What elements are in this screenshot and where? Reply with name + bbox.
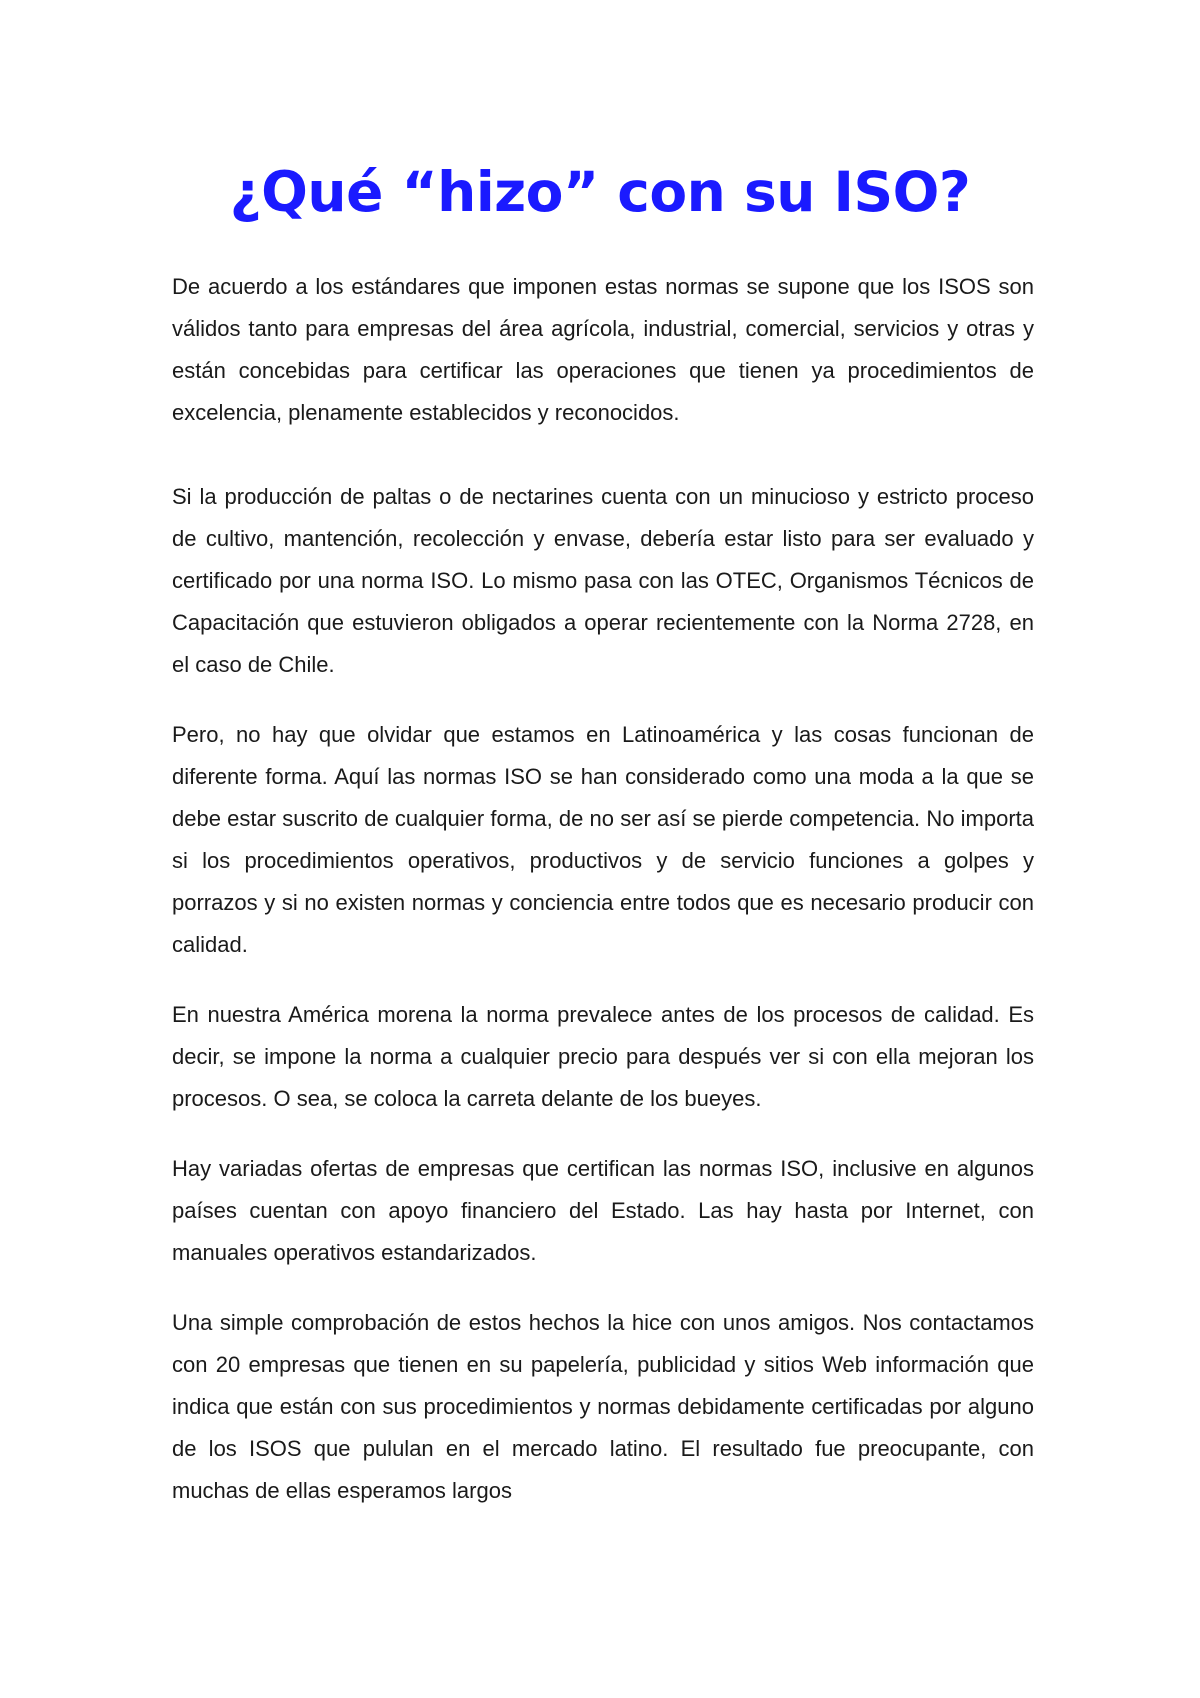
paragraph-6: Una simple comprobación de estos hechos la hice con unos amigos. Nos contactamos con 20 empresas que tienen en su papelería, publicidad y sitios Web información que indica que están con sus procedimientos y normas debidamente certificadas por alguno de los ISOS que pululan en el mercado latino. El resultado fue preocupante, con muchas de ellas esperamos largos [172, 1310, 1034, 1503]
paragraph-1: De acuerdo a los estándares que imponen estas normas se supone que los ISOS son válidos tanto para empresas del área agrícola, industrial, comercial, servicios y otras y están concebidas para certificar las operaciones que tienen ya procedimientos de excelencia, plenamente establecidos y reconocidos. [172, 274, 1034, 425]
paragraph-2: Si la producción de paltas o de nectarines cuenta con un minucioso y estricto proceso de cultivo, mantención, recolección y envase, debería estar listo para ser evaluado y certificado por una norma ISO. Lo mismo pasa con las OTEC, Organismos Técnicos de Capacitación que estuvieron obligados a operar recientemente con la Norma 2728, en el caso de Chile. [172, 484, 1034, 677]
document-body [172, 266, 1034, 1540]
paragraph-4: En nuestra América morena la norma prevalece antes de los procesos de calidad. Es decir, se impone la norma a cualquier precio para después ver si con ella mejoran los procesos. O sea, se coloca la carreta delante de los bueyes. [172, 1002, 1034, 1111]
paragraph-3: Pero, no hay que olvidar que estamos en Latinoamérica y las cosas funcionan de diferente forma. Aquí las normas ISO se han considerado como una moda a la que se debe estar suscrito de cualquier forma, de no ser así se pierde competencia. No importa si los procedimientos operativos, productivos y de servicio funciones a golpes y porrazos y si no existen normas y conciencia entre todos que es necesario producir con calidad. [172, 722, 1034, 957]
document-title: ¿Qué “hizo” con su ISO? [229, 160, 971, 224]
paragraph-5: Hay variadas ofertas de empresas que certifican las normas ISO, inclusive en algunos países cuentan con apoyo financiero del Estado. Las hay hasta por Internet, con manuales operativos estandarizados. [172, 1156, 1034, 1265]
